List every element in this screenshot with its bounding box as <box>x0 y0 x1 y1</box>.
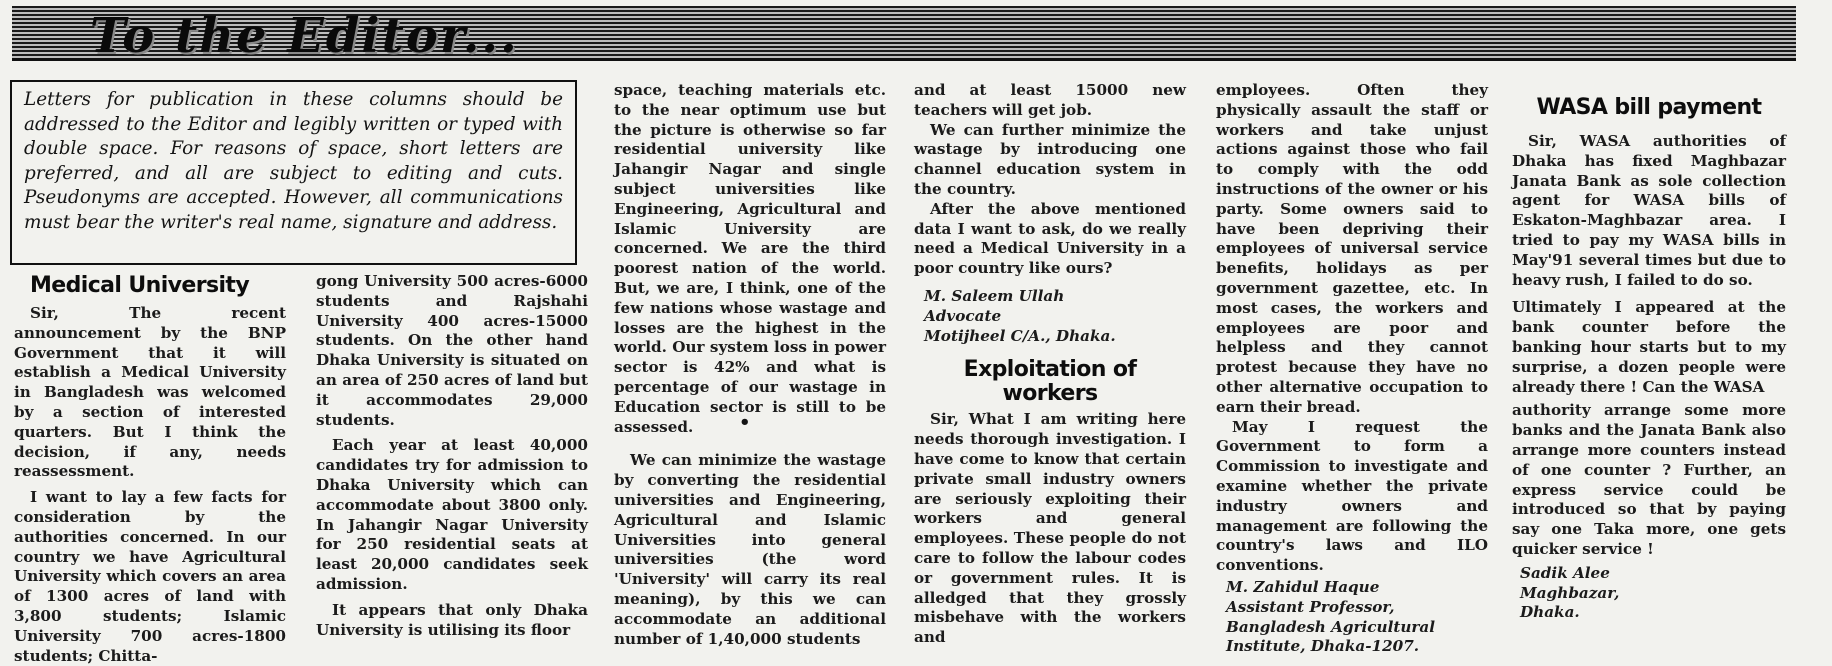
signature-city: Dhaka. <box>1520 603 1580 622</box>
letter-paragraph: It appears that only Dhaka University is utilising its floor <box>316 600 588 639</box>
letter-paragraph: After the above mentioned data I want to ask, do we really need a Medical University in a poor country like ours? <box>914 199 1186 278</box>
letter-paragraph: Each year at least 40,000 candidates try for admission to Dhaka University which can accommodate about 3800 only. In Jahangir Nagar University for 250 residential seats at least 20,000 candidates seek admission. <box>316 436 588 593</box>
letter-paragraph: May I request the Government to form a Commission to investigate and examine whether the private industry owners and management are following the country's laws and ILO conventions. <box>1216 417 1488 575</box>
signature-address: Institute, Dhaka-1207. <box>1226 637 1420 656</box>
decorative-dot: • <box>739 412 751 433</box>
column-5 <box>1216 81 1488 657</box>
signature-title: Advocate <box>924 306 1002 325</box>
signature-name: M. Saleem Ullah <box>924 286 1065 305</box>
signature-title: Assistant Professor, <box>1226 597 1395 616</box>
column-6 <box>1512 96 1786 623</box>
letter-paragraph: Sir, The recent announcement by the BNP Government that it will establish a Medical University in Bangladesh was welcomed by a section of interested quarters. But I think the decision, if any, needs reassessment. <box>14 304 286 481</box>
letter-headline-medical-university: Medical University <box>30 273 250 298</box>
letter-paragraph: and at least 15000 new teachers will get job. <box>914 81 1186 119</box>
signature-block <box>1520 564 1786 623</box>
letter-paragraph: Sir, What I am writing here needs thorough investigation. I have come to know that certain private small industry owners are seriously exploiting their workers and general employees. These people do not care to follow the labour codes or government rules. It is alledged that they grossly misbehave with the workers and <box>914 410 1186 647</box>
signature-name: Sadik Alee <box>1520 563 1610 582</box>
letter-paragraph: We can minimize the wastage by converting the residential universities and Engineering, Agricultural and Islamic Universities into general universities (the word 'University' will carry its real meaning), by this we can accommodate an additional number of 1,40,000 students <box>614 451 886 648</box>
column-1 <box>14 274 286 666</box>
signature-affiliation: Bangladesh Agricultural <box>1226 617 1436 636</box>
section-banner <box>12 6 1796 64</box>
column-4 <box>914 81 1186 648</box>
letter-paragraph: We can further minimize the wastage by introducing one channel education system in the country. <box>914 120 1186 198</box>
section-title: To the Editor... <box>90 8 519 64</box>
signature-block <box>1226 578 1488 657</box>
letter-paragraph: space, teaching materials etc. to the near optimum use but the picture is otherwise so far residential university like Jahangir Nagar and single subject universities like Engineering, Agricultural and Islamic University are concerned. We are the third poorest nation of the world. But, we are, I think, one of the few nations whose wastage and losses are the highest in the world. Our system loss in power sector is 42% and what is percentage of our wastage in Education sector is still to be assessed. <box>614 81 886 436</box>
letter-paragraph: Sir, WASA authorities of Dhaka has fixed Maghbazar Janata Bank as sole collection agent for WASA bills of Eskaton-Maghbazar area. I tried to pay my WASA bills in May'91 several times but due to heavy rush, I failed to do so. <box>1512 132 1786 289</box>
letter-paragraph: I want to lay a few facts for consideration by the authorities concerned. In our country we have Agricultural University which covers an area of 1300 acres of land with 3,800 students; Islamic University 700 acres-1800 students; Chitta- <box>14 488 286 665</box>
column-2 <box>316 272 588 640</box>
letter-paragraph: gong University 500 acres-6000 students and Rajshahi University 400 acres-15000 students. On the other hand Dhaka University is situated on an area of 250 acres of land but it accommodates 29,000 students. <box>316 272 588 429</box>
letter-paragraph: authority arrange some more banks and the Janata Bank also arrange more counters instead of one counter ? Further, an express service could be introduced so that by paying say one Taka more, one gets quicker service ! <box>1512 401 1786 558</box>
signature-address: Maghbazar, <box>1520 583 1620 602</box>
letter-headline-exploitation: Exploitation of workers <box>963 357 1137 407</box>
signature-block <box>924 287 1186 346</box>
signature-address: Motijheel C/A., Dhaka. <box>924 326 1116 345</box>
letter-paragraph: Ultimately I appeared at the bank counter before the banking hour starts but to my surprise, a dozen people were already there ! Can the WASA <box>1512 298 1786 396</box>
editorial-notice-box: Letters for publication in these columns should be addressed to the Editor and legibly written or typed with double space. For reasons of space, short letters are preferred, and all are subject to editing and cuts. Pseudonyms are accepted. However, all communications must bear the writer's real name, signature and address. <box>10 80 577 265</box>
letter-headline-wasa: WASA bill payment <box>1536 95 1762 120</box>
letter-paragraph: employees. Often they physically assault the staff or workers and take unjust actions against those who fail to comply with the odd instructions of the owner or his party. Some owners said to have been depriving their employees of universal service benefits, holidays as per government gazettee, etc. In most cases, the workers and employees are poor and helpless and they cannot protest because they have no other alternative occupation to earn their bread. <box>1216 81 1488 416</box>
column-3 <box>614 81 886 649</box>
signature-name: M. Zahidul Haque <box>1226 577 1380 596</box>
